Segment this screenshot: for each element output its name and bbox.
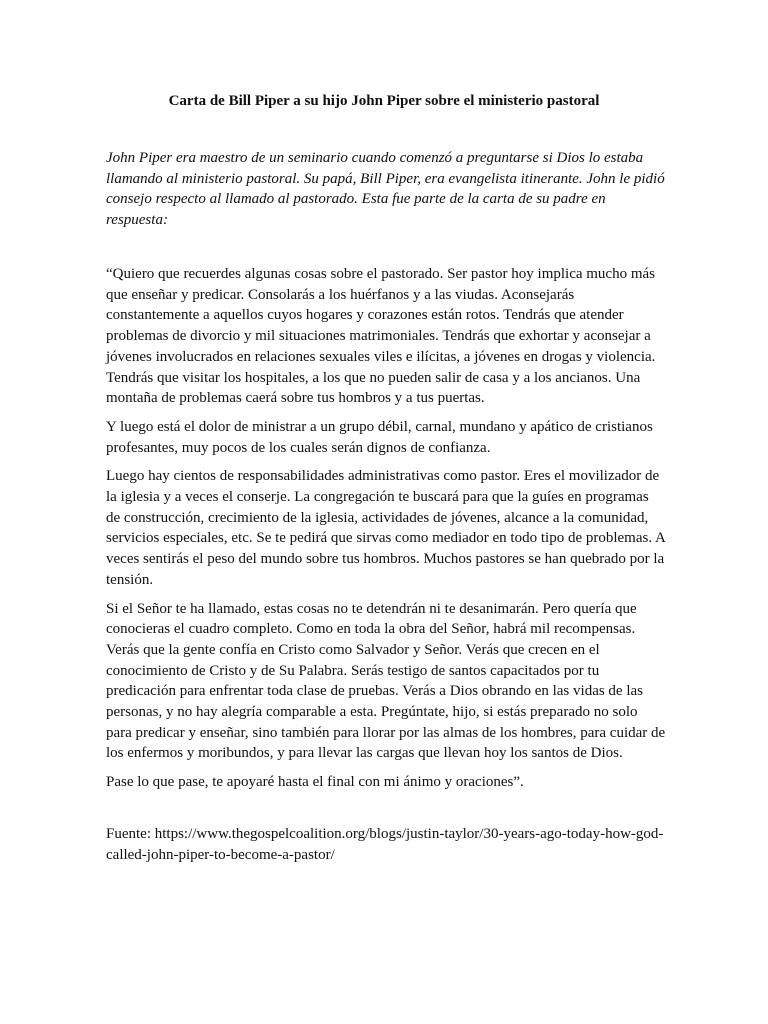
letter-paragraph: Si el Señor te ha llamado, estas cosas no te detendrán ni te desanimarán. Pero quería que conocieras el cuadro completo. Como en toda la obra del Señor, habrá mil recompensas. Verás que la gente confía en Cristo como Salvador y Señor. Verás que crecen en el conocimiento de Cristo y de Su Palabra. Serás testigo de santos capacitados por tu predicación para enfrentar toda clase de pruebas. Verás a Dios obrando en las vidas de las personas, y no hay alegría comparable a esta. Pregúntate, hijo, si estás preparado no solo para predicar y enseñar, sino también para llorar por las almas de los hombres, para cuidar de los enfermos y moribundos, y para llevar las cargas que llevan hoy los santos de Dios.	[106, 600, 666, 762]
intro-paragraph: John Piper era maestro de un seminario cuando comenzó a preguntarse si Dios lo estaba llamando al ministerio pastoral. Su papá, Bill Piper, era evangelista itinerante. John le pidió consejo respecto al llamado al pastorado. Esta fue parte de la carta de su padre en respuesta:	[106, 150, 665, 228]
letter-paragraph: Y luego está el dolor de ministrar a un grupo débil, carnal, mundano y apático de cristianos profesantes, muy pocos de los cuales serán dignos de confianza.	[106, 418, 653, 456]
letter-body	[106, 264, 666, 801]
letter-paragraph: “Quiero que recuerdes algunas cosas sobre el pastorado. Ser pastor hoy implica mucho más que enseñar y predicar. Consolarás a los huérfanos y a las viudas. Aconsejarás constantemente a aquellos cuyos hogares y corazones están rotos. Tendrás que atender problemas de divorcio y mil situaciones matrimoniales. Tendrás que exhortar y aconsejar a jóvenes involucrados en relaciones sexuales viles e ilícitas, a jóvenes en drogas y violencia. Tendrás que visitar los hospitales, a los que no pueden salir de casa y a los ancianos. Una montaña de problemas caerá sobre tus hombros y a tus puertas.	[106, 266, 656, 407]
letter-paragraph: Luego hay cientos de responsabilidades administrativas como pastor. Eres el movilizador de la iglesia y a veces el conserje. La congregación te buscará para que la guíes en programas de construcción, crecimiento de la iglesia, actividades de jóvenes, alcance a la comunidad, servicios especiales, etc. Se te pedirá que sirvas como mediador en todo tipo de problemas. A veces sentirás el peso del mundo sobre tus hombros. Muchos pastores se han quebrado por la tensión.	[106, 468, 666, 588]
letter-paragraph: Pase lo que pase, te apoyaré hasta el final con mi ánimo y oraciones”.	[106, 774, 524, 791]
document-title: Carta de Bill Piper a su hijo John Piper sobre el ministerio pastoral	[168, 93, 600, 109]
source-citation: Fuente: https://www.thegospelcoalition.org/blogs/justin-taylor/30-years-ago-today-how-god-called-john-piper-to-become-a-pastor/	[106, 826, 664, 863]
